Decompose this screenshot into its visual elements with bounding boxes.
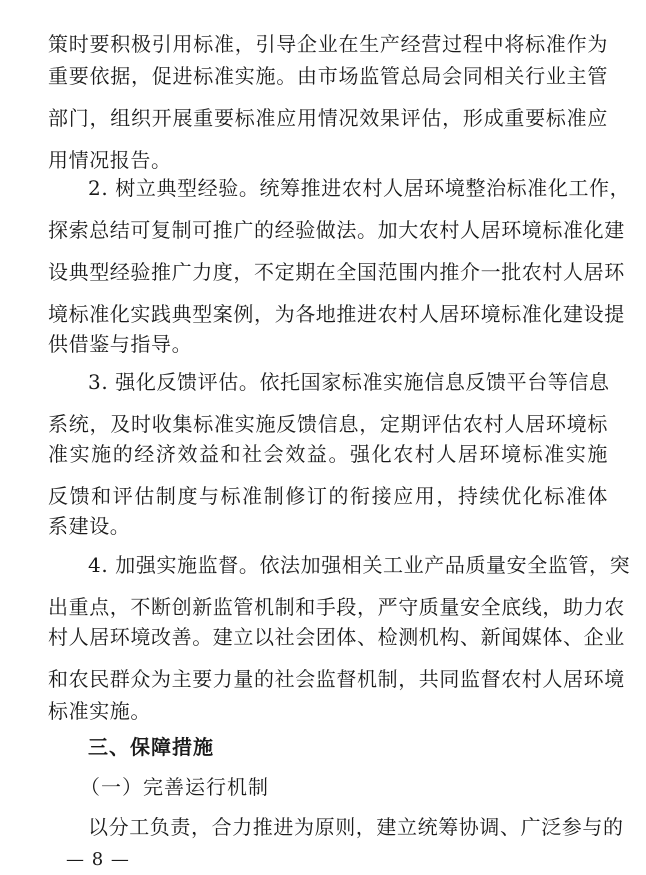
text-line: 反馈和评估制度与标准制修订的衔接应用，持续优化标准体 bbox=[48, 484, 608, 508]
text-line: 探索总结可复制可推广的经验做法。加大农村人居环境标准化建 bbox=[48, 218, 625, 242]
text-line: 和农民群众为主要力量的社会监督机制，共同监督农村人居环境 bbox=[48, 667, 625, 691]
text-line: 标准实施。 bbox=[48, 699, 151, 723]
text-line: 境标准化实践典型案例，为各地推进农村人居环境标准化建设提 bbox=[48, 302, 625, 326]
text-line: 3. 强化反馈评估。依托国家标准实施信息反馈平台等信息 bbox=[88, 370, 610, 394]
sub-heading: （一）完善运行机制 bbox=[80, 775, 269, 799]
text-line: 4. 加强实施监督。依法加强相关工业产品质量安全监管，突 bbox=[88, 553, 631, 577]
page-number: — 8 — bbox=[66, 849, 130, 870]
section-heading: 三、保障措施 bbox=[88, 735, 214, 759]
text-line: 系统，及时收集标准实施反馈信息，定期评估农村人居环境标 bbox=[48, 412, 608, 436]
text-line: 以分工负责，合力推进为原则，建立统筹协调、广泛参与的 bbox=[88, 815, 624, 839]
text-line: 出重点，不断创新监管机制和手段，严守质量安全底线，助力农 bbox=[48, 595, 625, 619]
text-line: 村人居环境改善。建立以社会团体、检测机构、新闻媒体、企业 bbox=[48, 625, 625, 649]
text-line: 供借鉴与指导。 bbox=[48, 332, 193, 356]
text-line: 2. 树立典型经验。统筹推进农村人居环境整治标准化工作， bbox=[88, 176, 631, 200]
text-line: 策时要积极引用标准，引导企业在生产经营过程中将标准作为 bbox=[48, 32, 608, 56]
text-line: 重要依据，促进标准实施。由市场监管总局会同相关行业主管 bbox=[48, 64, 608, 88]
text-line: 设典型经验推广力度，不定期在全国范围内推介一批农村人居环 bbox=[48, 260, 625, 284]
text-line: 部门，组织开展重要标准应用情况效果评估，形成重要标准应 bbox=[48, 106, 608, 130]
text-line: 准实施的经济效益和社会效益。强化农村人居环境标准实施 bbox=[48, 442, 608, 466]
text-line: 系建设。 bbox=[48, 514, 131, 538]
text-line: 用情况报告。 bbox=[48, 148, 172, 172]
